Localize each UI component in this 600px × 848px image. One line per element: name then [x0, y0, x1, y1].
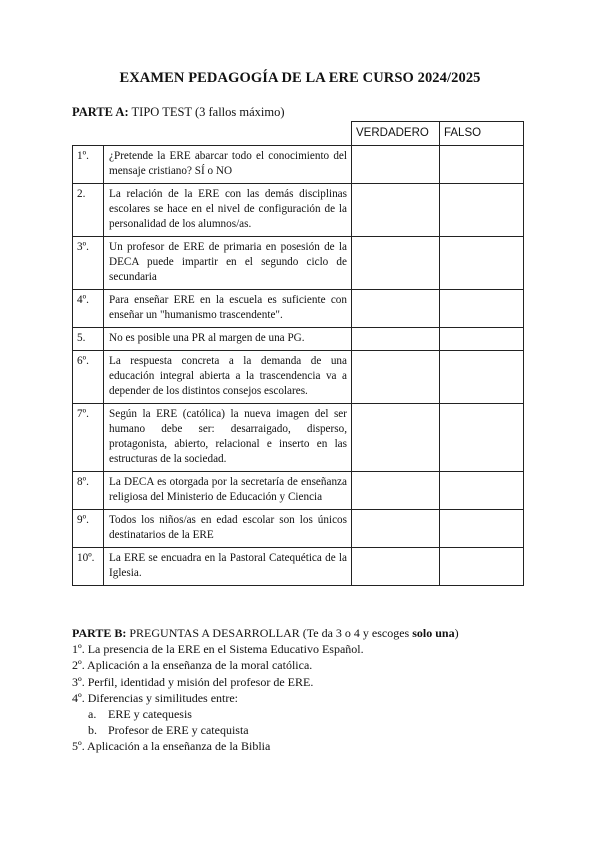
- question-row: [73, 351, 524, 404]
- part-b-close: ): [454, 626, 459, 640]
- answer-cell-falso[interactable]: [440, 351, 524, 404]
- essay-question-4: 4º. Diferencias y similitudes entre:: [72, 690, 239, 705]
- answer-cell-verdadero[interactable]: [352, 237, 440, 290]
- question-number: 3º.: [73, 237, 104, 290]
- part-b-emphasis: solo una: [412, 626, 455, 640]
- answer-cell-verdadero[interactable]: [352, 328, 440, 351]
- question-number: 6º.: [73, 351, 104, 404]
- question-text: La relación de la ERE con las demás disciplinas escolares se hace en el nivel de configuración de la personalidad de los alumnos/as.: [104, 184, 352, 237]
- subitem-letter: b.: [88, 723, 97, 738]
- true-false-table: [72, 121, 524, 586]
- question-text: ¿Pretende la ERE abarcar todo el conocimiento del mensaje cristiano? SÍ o NO: [104, 146, 352, 184]
- part-b-label: PARTE B:: [72, 626, 127, 640]
- answer-cell-verdadero[interactable]: [352, 184, 440, 237]
- answer-cell-falso[interactable]: [440, 146, 524, 184]
- question-text: La ERE se encuadra en la Pastoral Catequética de la Iglesia.: [104, 548, 352, 586]
- question-text: La DECA es otorgada por la secretaría de enseñanza religiosa del Ministerio de Educación y Ciencia: [104, 472, 352, 510]
- question-row: [73, 290, 524, 328]
- column-falso: FALSO: [440, 122, 524, 146]
- question-text: No es posible una PR al margen de una PG.: [104, 328, 352, 351]
- question-text: Según la ERE (católica) la nueva imagen del ser humano debe ser: desarraigado, disperso, protagonista, abierto, relacional e inserto en las estructuras de la sociedad.: [104, 404, 352, 472]
- answer-cell-falso[interactable]: [440, 472, 524, 510]
- part-b-section: [72, 625, 459, 755]
- question-row: [73, 184, 524, 237]
- part-a-heading: [72, 105, 285, 120]
- question-row: [73, 472, 524, 510]
- question-text: Para enseñar ERE en la escuela es suficiente con enseñar un "humanismo trascendente".: [104, 290, 352, 328]
- question-number: 10º.: [73, 548, 104, 586]
- question-number: 8º.: [73, 472, 104, 510]
- question-number: 9º.: [73, 510, 104, 548]
- question-text: La respuesta concreta a la demanda de una educación integral abierta a la trascendencia va a depender de los distintos consejos escolares.: [104, 351, 352, 404]
- answer-cell-falso[interactable]: [440, 404, 524, 472]
- question-number: 7º.: [73, 404, 104, 472]
- answer-cell-falso[interactable]: [440, 548, 524, 586]
- answer-cell-falso[interactable]: [440, 237, 524, 290]
- subitem-text: ERE y catequesis: [108, 707, 192, 722]
- answer-cell-falso[interactable]: [440, 510, 524, 548]
- part-a-label: PARTE A:: [72, 105, 129, 119]
- question-row: [73, 510, 524, 548]
- answer-cell-verdadero[interactable]: [352, 146, 440, 184]
- question-text: Todos los niños/as en edad escolar son los únicos destinatarios de la ERE: [104, 510, 352, 548]
- part-b-text: PREGUNTAS A DESARROLLAR (Te da 3 o 4 y escoges: [129, 626, 410, 640]
- answer-cell-verdadero[interactable]: [352, 472, 440, 510]
- answer-cell-verdadero[interactable]: [352, 290, 440, 328]
- question-row: [73, 237, 524, 290]
- part-b-heading: [72, 625, 459, 641]
- essay-subitem-b: [72, 722, 459, 738]
- answer-cell-falso[interactable]: [440, 328, 524, 351]
- column-verdadero: VERDADERO: [352, 122, 440, 146]
- exam-title: EXAMEN PEDAGOGÍA DE LA ERE CURSO 2024/2025: [119, 70, 481, 86]
- answer-cell-falso[interactable]: [440, 290, 524, 328]
- question-row: [73, 328, 524, 351]
- question-row: [73, 404, 524, 472]
- question-number: 4º.: [73, 290, 104, 328]
- essay-question-2: 2º. Aplicación a la enseñanza de la moral católica.: [72, 658, 313, 673]
- answer-cell-verdadero[interactable]: [352, 351, 440, 404]
- subitem-letter: a.: [88, 707, 97, 722]
- subitem-text: Profesor de ERE y catequista: [108, 723, 249, 738]
- essay-question-5: 5º. Aplicación a la enseñanza de la Biblia: [72, 739, 271, 754]
- essay-question-1: 1º. La presencia de la ERE en el Sistema Educativo Español.: [72, 642, 364, 657]
- answer-cell-verdadero[interactable]: [352, 404, 440, 472]
- table-header-row: [73, 122, 524, 146]
- answer-cell-falso[interactable]: [440, 184, 524, 237]
- answer-cell-verdadero[interactable]: [352, 548, 440, 586]
- answer-cell-verdadero[interactable]: [352, 510, 440, 548]
- essay-subitem-a: [72, 706, 459, 722]
- essay-question-3: 3º. Perfil, identidad y misión del profesor de ERE.: [72, 674, 314, 689]
- question-number: 1º.: [73, 146, 104, 184]
- question-row: [73, 146, 524, 184]
- question-row: [73, 548, 524, 586]
- question-text: Un profesor de ERE de primaria en posesión de la DECA puede impartir en el segundo ciclo de secundaria: [104, 237, 352, 290]
- question-number: 5.: [73, 328, 104, 351]
- part-a-text: TIPO TEST (3 fallos máximo): [131, 105, 285, 119]
- question-number: 2.: [73, 184, 104, 237]
